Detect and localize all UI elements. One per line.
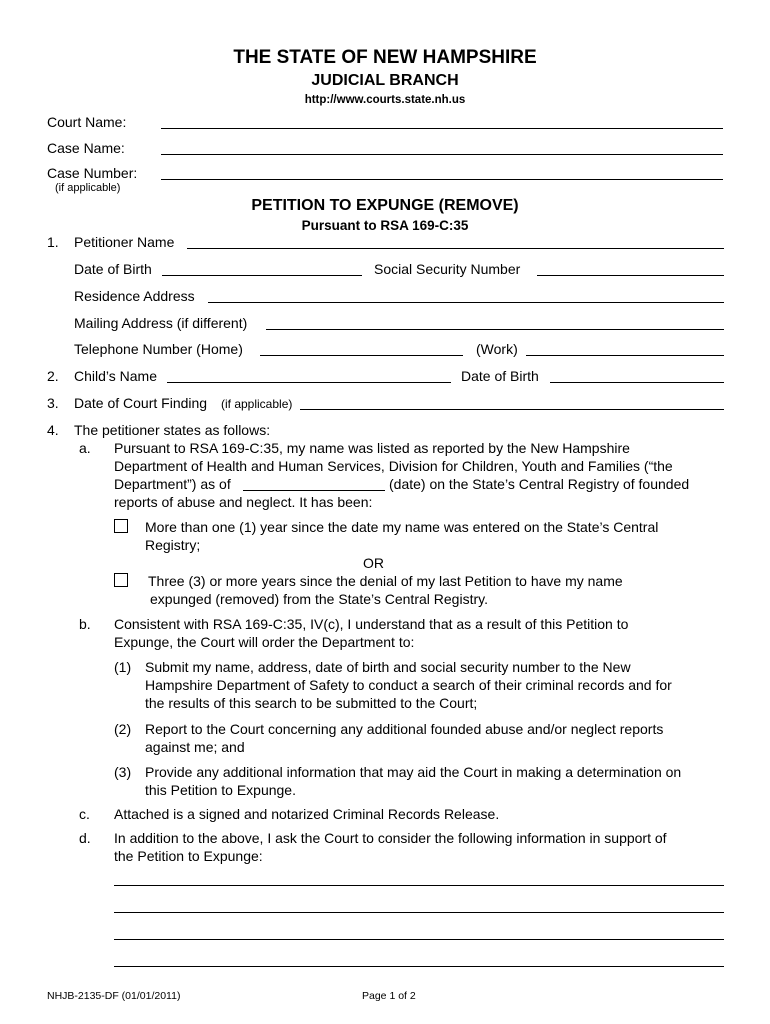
subitem-2-line2: against me; and: [145, 739, 245, 755]
subitem-1-number: (1): [114, 659, 132, 675]
item-a-line3-post: (date) on the State’s Central Registry of founded: [389, 476, 690, 492]
phone-home-label: Telephone Number (Home): [74, 341, 243, 357]
court-finding-field[interactable]: [300, 409, 724, 410]
phone-home-field[interactable]: [260, 355, 463, 356]
ssn-field[interactable]: [537, 275, 724, 276]
phone-work-field[interactable]: [526, 355, 724, 356]
petitioner-name-label: Petitioner Name: [74, 234, 175, 250]
or-separator: OR: [363, 555, 384, 571]
item-a-line2: Department of Health and Human Services, Division for Children, Youth and Families (“the: [114, 458, 673, 474]
section-2-number: 2.: [47, 368, 59, 384]
petitioner-dob-label: Date of Birth: [74, 261, 152, 277]
item-a-line1: Pursuant to RSA 169-C:35, my name was listed as reported by the New Hampshire: [114, 440, 630, 456]
branch-title: JUDICIAL BRANCH: [311, 72, 459, 89]
state-title: THE STATE OF NEW HAMPSHIRE: [233, 47, 537, 68]
petitioner-dob-field[interactable]: [162, 275, 362, 276]
item-d-line2: the Petition to Expunge:: [114, 848, 263, 864]
case-number-field[interactable]: [161, 179, 723, 180]
additional-info-line-1[interactable]: [114, 885, 724, 886]
option2-line1: Three (3) or more years since the denial of my last Petition to have my name: [148, 573, 623, 589]
section-3-number: 3.: [47, 395, 59, 411]
additional-info-line-4[interactable]: [114, 966, 724, 967]
ssn-label: Social Security Number: [374, 261, 521, 277]
child-dob-field[interactable]: [550, 382, 724, 383]
subitem-1-line3: the results of this search to be submitted to the Court;: [145, 695, 478, 711]
case-number-label: Case Number:: [47, 165, 138, 181]
item-b-line2: Expunge, the Court will order the Department to:: [114, 634, 415, 650]
option-three-years-checkbox[interactable]: [114, 573, 128, 587]
case-number-note: (if applicable): [55, 182, 121, 194]
item-a-line4: reports of abuse and neglect. It has been:: [114, 494, 373, 510]
item-c-text: Attached is a signed and notarized Criminal Records Release.: [114, 806, 500, 822]
option-one-year-checkbox[interactable]: [114, 519, 128, 533]
subitem-1-line1: Submit my name, address, date of birth and social security number to the New: [145, 659, 631, 675]
item-d-letter: d.: [79, 830, 91, 846]
subitem-2-line1: Report to the Court concerning any additional founded abuse and/or neglect reports: [145, 721, 664, 737]
page-number: Page 1 of 2: [362, 990, 416, 1002]
section-4-intro: The petitioner states as follows:: [74, 422, 271, 438]
child-name-field[interactable]: [167, 382, 451, 383]
subitem-1-line2: Hampshire Department of Safety to conduct a search of their criminal records and for: [145, 677, 672, 693]
court-name-label: Court Name:: [47, 114, 127, 130]
case-name-label: Case Name:: [47, 140, 125, 156]
section-1-number: 1.: [47, 234, 59, 250]
court-name-field[interactable]: [161, 128, 723, 129]
registry-date-field[interactable]: [243, 490, 385, 491]
residence-address-label: Residence Address: [74, 288, 195, 304]
court-url: http://www.courts.state.nh.us: [304, 94, 466, 106]
subitem-2-number: (2): [114, 721, 132, 737]
item-d-line1: In addition to the above, I ask the Court to consider the following information in support of: [114, 830, 667, 846]
phone-work-label: (Work): [476, 341, 518, 357]
option1-line2: Registry;: [145, 537, 201, 553]
petitioner-name-field[interactable]: [187, 248, 724, 249]
item-b-letter: b.: [79, 616, 91, 632]
child-name-label: Child’s Name: [74, 368, 157, 384]
residence-address-field[interactable]: [208, 302, 724, 303]
case-name-field[interactable]: [161, 154, 723, 155]
item-a-letter: a.: [79, 440, 91, 456]
form-title: PETITION TO EXPUNGE (REMOVE): [251, 197, 519, 214]
form-id: NHJB-2135-DF (01/01/2011): [47, 990, 181, 1002]
additional-info-line-2[interactable]: [114, 912, 724, 913]
child-dob-label: Date of Birth: [461, 368, 539, 384]
court-finding-label: Date of Court Finding: [74, 395, 208, 411]
item-b-line1: Consistent with RSA 169-C:35, IV(c), I understand that as a result of this Petition to: [114, 616, 629, 632]
option1-line1: More than one (1) year since the date my name was entered on the State’s Central: [145, 519, 659, 535]
section-4-number: 4.: [47, 422, 59, 438]
item-a-line3-pre: Department”) as of: [114, 476, 231, 492]
mailing-address-field[interactable]: [266, 329, 724, 330]
item-c-letter: c.: [79, 806, 90, 822]
form-subtitle: Pursuant to RSA 169-C:35: [301, 218, 469, 233]
additional-info-line-3[interactable]: [114, 939, 724, 940]
subitem-3-line2: this Petition to Expunge.: [145, 782, 296, 798]
court-finding-note: (if applicable): [221, 397, 293, 411]
subitem-3-line1: Provide any additional information that may aid the Court in making a determination on: [145, 764, 682, 780]
subitem-3-number: (3): [114, 764, 132, 780]
mailing-address-label: Mailing Address (if different): [74, 315, 248, 331]
option2-line2: expunged (removed) from the State’s Central Registry.: [150, 591, 488, 607]
